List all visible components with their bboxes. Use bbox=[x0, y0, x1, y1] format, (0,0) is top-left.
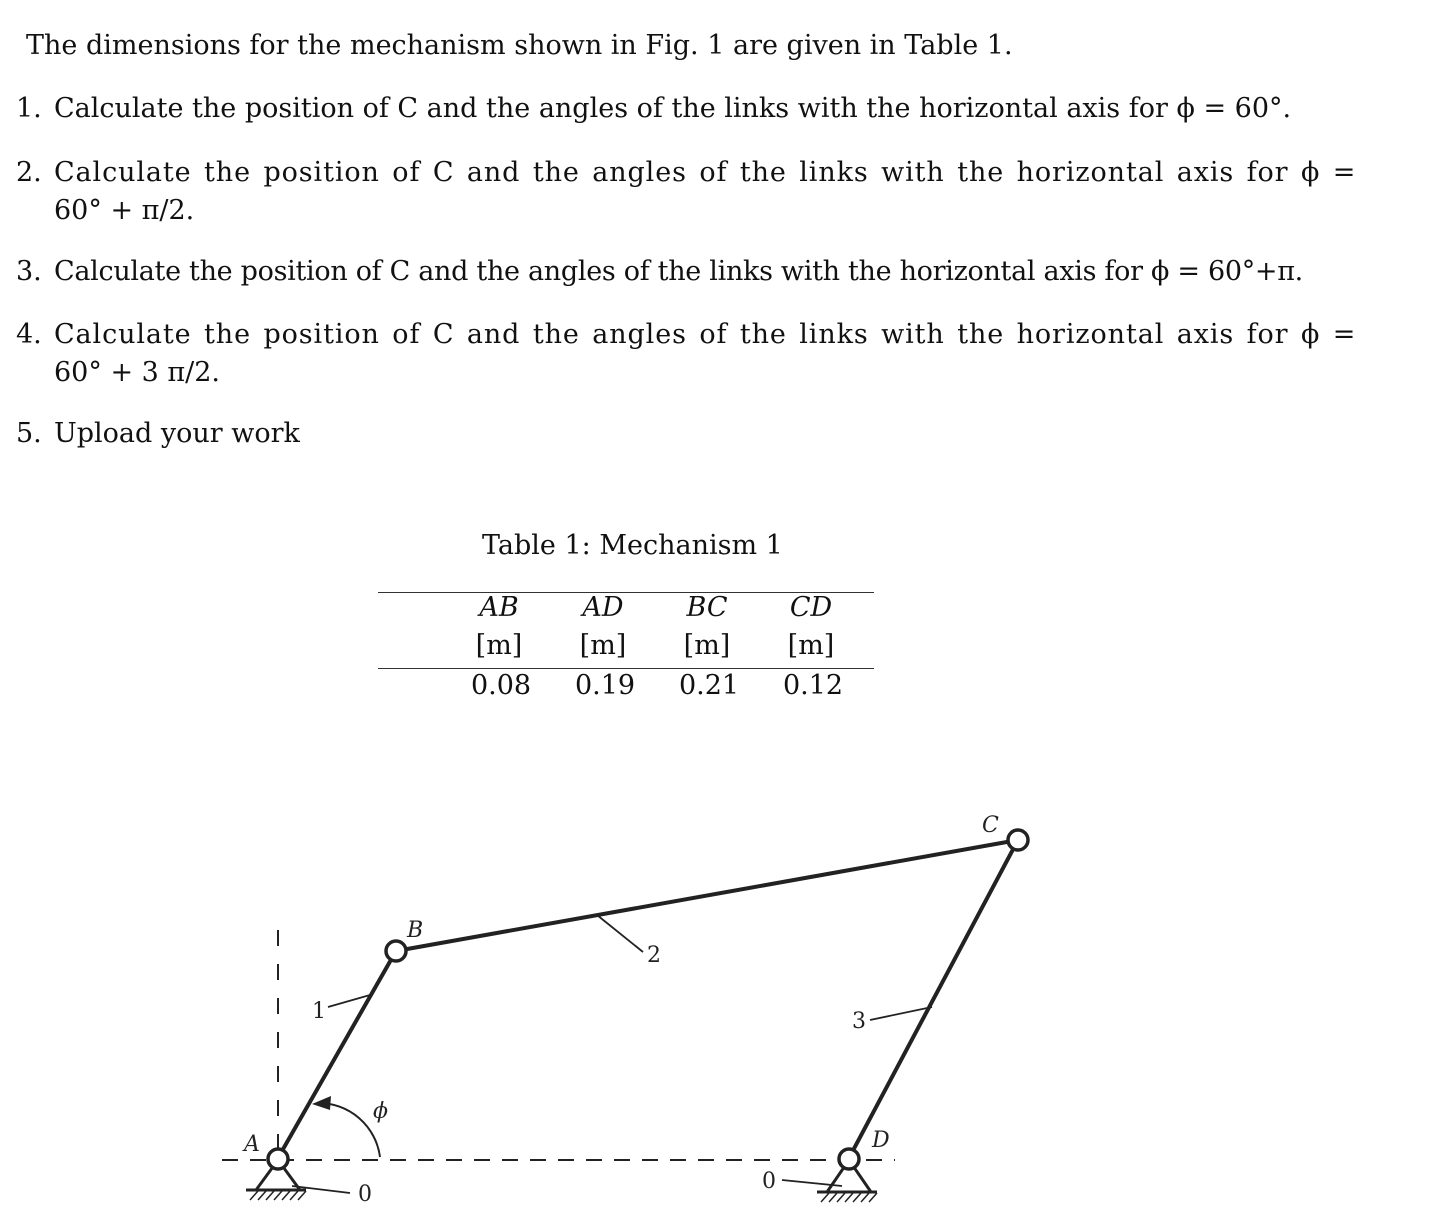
joint-b bbox=[386, 941, 406, 961]
table-unit-cd: [m] bbox=[787, 630, 835, 661]
question-text: Calculate the position of C and the angles of the links with the horizontal axis for ϕ = 60°. bbox=[54, 93, 1292, 124]
table-value-ab: 0.08 bbox=[470, 670, 532, 701]
question-number: 3. bbox=[16, 256, 42, 287]
question-text: Calculate the position of C and the angles of the links with the horizontal axis for ϕ = bbox=[54, 319, 1357, 350]
table-unit-ab: [m] bbox=[475, 630, 523, 661]
table-header-ab: AB bbox=[479, 592, 519, 623]
label-d: D bbox=[872, 1128, 890, 1153]
question-text: Calculate the position of C and the angles of the links with the horizontal axis for ϕ = 60°+π. bbox=[54, 256, 1303, 287]
link-bc bbox=[396, 840, 1018, 951]
label-a: A bbox=[244, 1132, 260, 1157]
label-b: B bbox=[407, 918, 424, 943]
table-header-cd: CD bbox=[789, 592, 833, 623]
label-link-3: 3 bbox=[852, 1009, 866, 1034]
table-header-ad: AD bbox=[582, 592, 624, 623]
joint-d bbox=[839, 1149, 859, 1169]
phi-angle-arc bbox=[318, 1103, 380, 1157]
label-link-2: 2 bbox=[647, 943, 661, 968]
phi-arrow-head bbox=[312, 1096, 331, 1110]
table-caption: Table 1: Mechanism 1 bbox=[482, 530, 783, 561]
question-text: Upload your work bbox=[54, 418, 300, 449]
label-phi: ϕ bbox=[373, 1099, 388, 1124]
question-number: 4. bbox=[16, 319, 42, 350]
question-text-continued: 60° + 3 π/2. bbox=[54, 357, 221, 388]
question-text: Calculate the position of C and the angles of the links with the horizontal axis for ϕ = bbox=[54, 157, 1357, 188]
joint-a bbox=[268, 1149, 288, 1169]
link-cd bbox=[849, 840, 1018, 1158]
table-unit-bc: [m] bbox=[683, 630, 731, 661]
label-ground-left: 0 bbox=[358, 1182, 372, 1207]
table-value-bc: 0.21 bbox=[678, 670, 740, 701]
question-number: 5. bbox=[16, 418, 42, 449]
table-unit-ad: [m] bbox=[579, 630, 627, 661]
question-number: 2. bbox=[16, 157, 42, 188]
table-header-bc: BC bbox=[686, 592, 728, 623]
question-text-continued: 60° + π/2. bbox=[54, 195, 195, 226]
label-c: C bbox=[982, 813, 999, 838]
table-value-cd: 0.12 bbox=[782, 670, 844, 701]
leader-link-2 bbox=[597, 915, 643, 952]
intro-text: The dimensions for the mechanism shown in Fig. 1 are given in Table 1. bbox=[26, 30, 1013, 61]
label-link-1: 1 bbox=[312, 999, 326, 1024]
link-ab bbox=[278, 951, 396, 1158]
joint-c bbox=[1008, 830, 1028, 850]
question-number: 1. bbox=[16, 93, 42, 124]
table-value-ad: 0.19 bbox=[574, 670, 636, 701]
label-ground-right: 0 bbox=[762, 1169, 776, 1194]
